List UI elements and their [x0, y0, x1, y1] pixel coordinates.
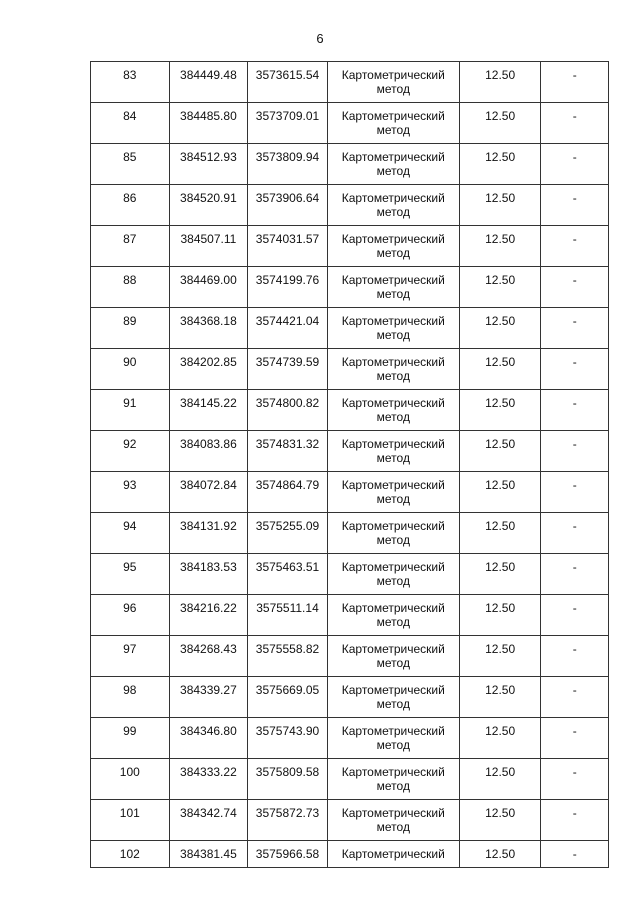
cell-note: [541, 718, 609, 759]
cell-x-coordinate-text: 384131.92: [180, 519, 237, 533]
cell-note: [541, 677, 609, 718]
cell-note: [541, 554, 609, 595]
cell-method-text: Картометрический метод: [341, 68, 445, 96]
cell-accuracy: [459, 554, 541, 595]
cell-point-number: [91, 349, 170, 390]
cell-point-number: [91, 103, 170, 144]
cell-accuracy-text: 12.50: [485, 314, 516, 328]
cell-accuracy: [459, 472, 541, 513]
cell-x-coordinate: [169, 800, 248, 841]
page-number: 6: [316, 31, 324, 46]
cell-accuracy: [459, 595, 541, 636]
cell-y-coordinate: [248, 267, 328, 308]
cell-x-coordinate: [169, 390, 248, 431]
cell-method: [327, 718, 459, 759]
table-row: [91, 800, 609, 841]
cell-accuracy-text: 12.50: [485, 847, 516, 861]
table-row: [91, 390, 609, 431]
cell-y-coordinate-text: 3573906.64: [255, 191, 320, 205]
cell-accuracy: [459, 841, 541, 868]
cell-y-coordinate: [248, 759, 328, 800]
cell-note: [541, 513, 609, 554]
cell-note: [541, 226, 609, 267]
cell-y-coordinate-text: 3575743.90: [255, 724, 320, 738]
cell-point-number-text: 86: [123, 191, 137, 205]
cell-point-number: [91, 144, 170, 185]
cell-y-coordinate-text: 3574800.82: [255, 396, 320, 410]
cell-note-text: -: [572, 109, 577, 123]
cell-note: [541, 62, 609, 103]
cell-note-text: -: [572, 191, 577, 205]
cell-method-text: Картометрический метод: [341, 478, 445, 506]
cell-x-coordinate-text: 384268.43: [180, 642, 237, 656]
cell-note: [541, 103, 609, 144]
cell-note-text: -: [572, 68, 577, 82]
cell-accuracy: [459, 349, 541, 390]
cell-point-number-text: 83: [123, 68, 137, 82]
cell-y-coordinate-text: 3575872.73: [255, 806, 320, 820]
cell-point-number: [91, 800, 170, 841]
cell-note-text: -: [572, 478, 577, 492]
cell-y-coordinate: [248, 677, 328, 718]
cell-x-coordinate: [169, 554, 248, 595]
cell-y-coordinate: [248, 800, 328, 841]
cell-note: [541, 759, 609, 800]
cell-x-coordinate-text: 384512.93: [180, 150, 237, 164]
cell-point-number-text: 96: [123, 601, 137, 615]
cell-note-text: -: [572, 314, 577, 328]
cell-y-coordinate: [248, 513, 328, 554]
cell-point-number: [91, 636, 170, 677]
cell-note-text: -: [572, 642, 577, 656]
cell-point-number-text: 87: [123, 232, 137, 246]
cell-method: [327, 431, 459, 472]
cell-point-number-text: 90: [123, 355, 137, 369]
cell-y-coordinate: [248, 595, 328, 636]
cell-note-text: -: [572, 724, 577, 738]
cell-point-number-text: 84: [123, 109, 137, 123]
cell-point-number: [91, 472, 170, 513]
cell-point-number-text: 85: [123, 150, 137, 164]
cell-note: [541, 267, 609, 308]
cell-point-number-text: 95: [123, 560, 137, 574]
cell-point-number-text: 99: [123, 724, 137, 738]
cell-method: [327, 513, 459, 554]
cell-x-coordinate: [169, 636, 248, 677]
table-row: [91, 431, 609, 472]
cell-x-coordinate: [169, 431, 248, 472]
table-row: [91, 103, 609, 144]
cell-y-coordinate-text: 3574831.32: [255, 437, 320, 451]
cell-method: [327, 103, 459, 144]
cell-accuracy: [459, 636, 541, 677]
table-row: [91, 185, 609, 226]
cell-y-coordinate: [248, 841, 328, 868]
cell-method: [327, 267, 459, 308]
cell-accuracy: [459, 185, 541, 226]
cell-y-coordinate-text: 3574864.79: [255, 478, 320, 492]
table-row: [91, 841, 609, 868]
cell-accuracy-text: 12.50: [485, 478, 516, 492]
cell-y-coordinate-text: 3574199.76: [255, 273, 320, 287]
cell-method-text: Картометрический метод: [341, 519, 445, 547]
cell-point-number: [91, 308, 170, 349]
cell-point-number-text: 91: [123, 396, 137, 410]
cell-y-coordinate: [248, 308, 328, 349]
cell-accuracy-text: 12.50: [485, 396, 516, 410]
cell-x-coordinate-text: 384469.00: [180, 273, 237, 287]
cell-x-coordinate: [169, 349, 248, 390]
cell-accuracy-text: 12.50: [485, 273, 516, 287]
cell-accuracy: [459, 718, 541, 759]
cell-method: [327, 595, 459, 636]
cell-x-coordinate: [169, 595, 248, 636]
cell-note: [541, 800, 609, 841]
cell-x-coordinate: [169, 718, 248, 759]
cell-point-number: [91, 226, 170, 267]
cell-x-coordinate: [169, 62, 248, 103]
cell-y-coordinate-text: 3575511.14: [256, 601, 319, 615]
table-row: [91, 144, 609, 185]
cell-method-text: Картометрический метод: [341, 806, 445, 834]
cell-note: [541, 841, 609, 868]
cell-note-text: -: [572, 437, 577, 451]
cell-x-coordinate-text: 384507.11: [180, 232, 237, 246]
cell-y-coordinate: [248, 103, 328, 144]
cell-method-text: Картометрический метод: [341, 191, 445, 219]
table-row: [91, 677, 609, 718]
cell-y-coordinate-text: 3575558.82: [255, 642, 320, 656]
cell-accuracy-text: 12.50: [485, 232, 516, 246]
cell-accuracy: [459, 800, 541, 841]
cell-x-coordinate-text: 384072.84: [180, 478, 237, 492]
cell-note-text: -: [572, 847, 577, 861]
cell-note: [541, 185, 609, 226]
cell-note-text: -: [572, 150, 577, 164]
cell-x-coordinate-text: 384342.74: [180, 806, 237, 820]
cell-point-number: [91, 677, 170, 718]
cell-point-number-text: 98: [123, 683, 137, 697]
cell-x-coordinate: [169, 103, 248, 144]
cell-x-coordinate: [169, 185, 248, 226]
cell-x-coordinate-text: 384183.53: [180, 560, 237, 574]
cell-note-text: -: [572, 396, 577, 410]
cell-note: [541, 144, 609, 185]
table-row: [91, 595, 609, 636]
cell-note-text: -: [572, 806, 577, 820]
cell-accuracy-text: 12.50: [485, 109, 516, 123]
cell-point-number: [91, 554, 170, 595]
cell-y-coordinate: [248, 390, 328, 431]
cell-point-number-text: 101: [119, 806, 140, 820]
cell-point-number-text: 102: [119, 847, 140, 861]
cell-point-number: [91, 841, 170, 868]
cell-method-text: Картометрический метод: [341, 560, 445, 588]
cell-y-coordinate-text: 3573809.94: [255, 150, 320, 164]
cell-x-coordinate-text: 384083.86: [180, 437, 237, 451]
cell-method: [327, 759, 459, 800]
cell-y-coordinate: [248, 185, 328, 226]
cell-point-number-text: 93: [123, 478, 137, 492]
cell-note-text: -: [572, 355, 577, 369]
cell-method-text: Картометрический: [341, 847, 445, 861]
cell-method: [327, 390, 459, 431]
cell-x-coordinate-text: 384333.22: [180, 765, 237, 779]
cell-accuracy-text: 12.50: [485, 683, 516, 697]
cell-accuracy-text: 12.50: [485, 68, 516, 82]
cell-method-text: Картометрический метод: [341, 109, 445, 137]
cell-method: [327, 144, 459, 185]
cell-accuracy-text: 12.50: [485, 437, 516, 451]
cell-method-text: Картометрический метод: [341, 765, 445, 793]
cell-y-coordinate: [248, 349, 328, 390]
cell-accuracy-text: 12.50: [485, 601, 516, 615]
cell-accuracy: [459, 62, 541, 103]
cell-x-coordinate-text: 384145.22: [180, 396, 237, 410]
cell-point-number-text: 97: [123, 642, 137, 656]
cell-x-coordinate: [169, 513, 248, 554]
cell-y-coordinate-text: 3574739.59: [255, 355, 320, 369]
cell-y-coordinate-text: 3573709.01: [255, 109, 320, 123]
cell-x-coordinate: [169, 472, 248, 513]
cell-point-number-text: 92: [123, 437, 137, 451]
table-row: [91, 554, 609, 595]
cell-accuracy: [459, 677, 541, 718]
cell-y-coordinate: [248, 226, 328, 267]
cell-note-text: -: [572, 765, 577, 779]
cell-method: [327, 636, 459, 677]
cell-method: [327, 226, 459, 267]
cell-x-coordinate-text: 384520.91: [180, 191, 237, 205]
cell-y-coordinate: [248, 636, 328, 677]
table-body: [91, 62, 609, 868]
cell-x-coordinate: [169, 267, 248, 308]
cell-accuracy-text: 12.50: [485, 765, 516, 779]
cell-y-coordinate: [248, 144, 328, 185]
cell-accuracy: [459, 267, 541, 308]
cell-y-coordinate-text: 3575463.51: [255, 560, 320, 574]
cell-x-coordinate: [169, 841, 248, 868]
cell-x-coordinate: [169, 759, 248, 800]
cell-accuracy-text: 12.50: [485, 724, 516, 738]
cell-accuracy: [459, 513, 541, 554]
coordinates-table: [90, 61, 609, 868]
cell-point-number-text: 100: [119, 765, 140, 779]
cell-method-text: Картометрический метод: [341, 437, 445, 465]
table-row: [91, 308, 609, 349]
cell-method-text: Картометрический метод: [341, 683, 445, 711]
cell-y-coordinate-text: 3575966.58: [255, 847, 320, 861]
cell-x-coordinate-text: 384339.27: [180, 683, 237, 697]
cell-y-coordinate: [248, 554, 328, 595]
cell-x-coordinate-text: 384449.48: [180, 68, 237, 82]
cell-note: [541, 636, 609, 677]
table-row: [91, 472, 609, 513]
cell-note: [541, 390, 609, 431]
cell-y-coordinate-text: 3573615.54: [255, 68, 320, 82]
table-row: [91, 267, 609, 308]
cell-accuracy-text: 12.50: [485, 355, 516, 369]
cell-method-text: Картометрический метод: [341, 150, 445, 178]
cell-point-number: [91, 595, 170, 636]
cell-accuracy: [459, 308, 541, 349]
cell-point-number: [91, 513, 170, 554]
table-row: [91, 62, 609, 103]
cell-method: [327, 308, 459, 349]
cell-method: [327, 554, 459, 595]
cell-note: [541, 595, 609, 636]
cell-x-coordinate-text: 384346.80: [180, 724, 237, 738]
cell-accuracy-text: 12.50: [485, 150, 516, 164]
cell-accuracy: [459, 103, 541, 144]
cell-note-text: -: [572, 273, 577, 287]
cell-accuracy-text: 12.50: [485, 806, 516, 820]
cell-method: [327, 185, 459, 226]
cell-x-coordinate-text: 384485.80: [180, 109, 237, 123]
cell-note: [541, 308, 609, 349]
cell-method: [327, 472, 459, 513]
cell-accuracy-text: 12.50: [485, 642, 516, 656]
cell-y-coordinate: [248, 472, 328, 513]
cell-x-coordinate-text: 384216.22: [180, 601, 237, 615]
cell-accuracy: [459, 226, 541, 267]
cell-x-coordinate-text: 384381.45: [180, 847, 237, 861]
cell-method-text: Картометрический метод: [341, 396, 445, 424]
cell-method: [327, 349, 459, 390]
cell-method-text: Картометрический метод: [341, 642, 445, 670]
cell-method: [327, 800, 459, 841]
cell-accuracy: [459, 759, 541, 800]
cell-method-text: Картометрический метод: [341, 601, 445, 629]
cell-method-text: Картометрический метод: [341, 273, 445, 301]
cell-x-coordinate: [169, 308, 248, 349]
cell-note-text: -: [572, 232, 577, 246]
cell-y-coordinate-text: 3575669.05: [255, 683, 320, 697]
cell-y-coordinate: [248, 62, 328, 103]
cell-point-number: [91, 431, 170, 472]
cell-point-number-text: 94: [123, 519, 137, 533]
cell-x-coordinate-text: 384368.18: [180, 314, 237, 328]
table-row: [91, 226, 609, 267]
cell-point-number-text: 89: [123, 314, 137, 328]
cell-y-coordinate-text: 3574421.04: [255, 314, 320, 328]
cell-y-coordinate: [248, 431, 328, 472]
cell-accuracy-text: 12.50: [485, 191, 516, 205]
cell-x-coordinate-text: 384202.85: [180, 355, 237, 369]
cell-note: [541, 431, 609, 472]
cell-note: [541, 472, 609, 513]
cell-accuracy: [459, 390, 541, 431]
cell-y-coordinate: [248, 718, 328, 759]
cell-method-text: Картометрический метод: [341, 314, 445, 342]
cell-y-coordinate-text: 3575809.58: [255, 765, 320, 779]
cell-x-coordinate: [169, 226, 248, 267]
cell-method-text: Картометрический метод: [341, 355, 445, 383]
cell-method-text: Картометрический метод: [341, 232, 445, 260]
cell-point-number: [91, 390, 170, 431]
cell-method: [327, 62, 459, 103]
table-row: [91, 349, 609, 390]
cell-accuracy-text: 12.50: [485, 519, 516, 533]
cell-method-text: Картометрический метод: [341, 724, 445, 752]
cell-note-text: -: [572, 519, 577, 533]
cell-point-number: [91, 718, 170, 759]
table-row: [91, 718, 609, 759]
table-row: [91, 759, 609, 800]
cell-point-number: [91, 267, 170, 308]
cell-x-coordinate: [169, 144, 248, 185]
cell-point-number: [91, 759, 170, 800]
cell-y-coordinate-text: 3574031.57: [255, 232, 320, 246]
cell-note-text: -: [572, 683, 577, 697]
cell-accuracy-text: 12.50: [485, 560, 516, 574]
cell-accuracy: [459, 431, 541, 472]
cell-accuracy: [459, 144, 541, 185]
cell-point-number-text: 88: [123, 273, 137, 287]
cell-note: [541, 349, 609, 390]
cell-point-number: [91, 185, 170, 226]
cell-x-coordinate: [169, 677, 248, 718]
table-row: [91, 513, 609, 554]
cell-point-number: [91, 62, 170, 103]
cell-note-text: -: [572, 601, 577, 615]
cell-y-coordinate-text: 3575255.09: [255, 519, 320, 533]
table-row: [91, 636, 609, 677]
cell-note-text: -: [572, 560, 577, 574]
cell-method: [327, 677, 459, 718]
cell-method: [327, 841, 459, 868]
